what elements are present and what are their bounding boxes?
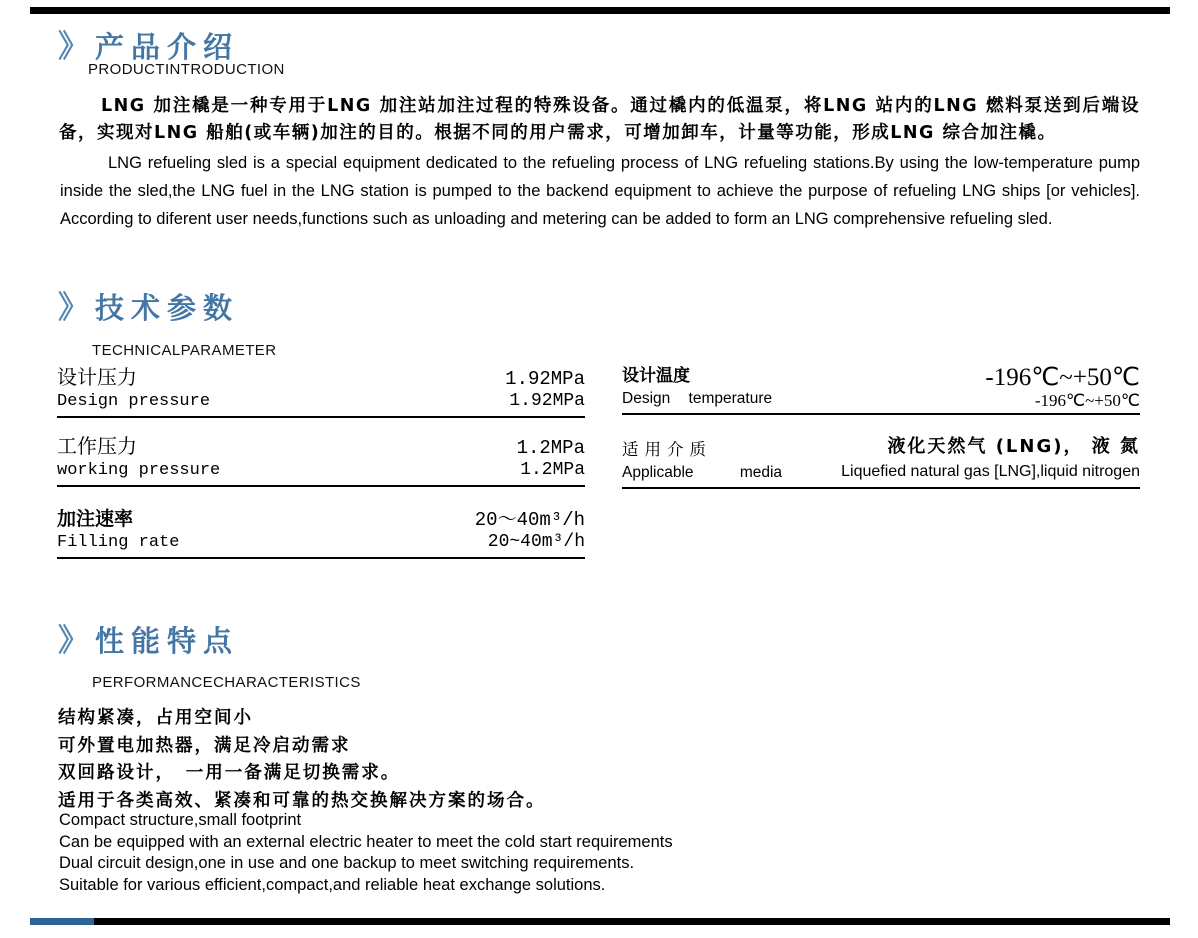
spec-label-cn: 适用介质 (622, 440, 712, 459)
spec-row-filling-rate (57, 504, 585, 559)
spec-label-en: Design temperature (622, 390, 773, 407)
feature-list-cn (58, 705, 1138, 815)
bottom-rule (94, 918, 1170, 925)
section-subtitle-en: TECHNICALPARAMETER (92, 342, 277, 359)
section-subtitle-en: PERFORMANCECHARACTERISTICS (92, 674, 361, 691)
top-rule (30, 7, 1170, 14)
spec-value-cn: 1.92MPa (505, 368, 585, 390)
feature-item-en: Dual circuit design,one in use and one backup to meet switching requirements. (59, 854, 635, 872)
section-subtitle-en: PRODUCTINTRODUCTION (88, 61, 285, 78)
bottom-rule-accent (30, 918, 94, 925)
section-title-cn: 技术参数 (95, 291, 240, 325)
section-marker-icon: 》 (58, 623, 89, 659)
spec-row-design-temperature (622, 364, 1140, 415)
spec-label-en: Filling rate (57, 533, 180, 552)
feature-list-en (59, 810, 1139, 896)
spec-label-cn: 设计温度 (622, 366, 690, 386)
intro-paragraph-en: LNG refueling sled is a special equipment dedicated to the refueling process of LNG refueling stations.By using the low-temperature pump inside the sled,the LNG fuel in the LNG station is pumped to the backend equipment to achieve the purpose of refueling LNG ships [or vehicles]. According to diferent user needs,functions such as unloading and metering can be added to form an LNG comprehensive refueling sled. (60, 154, 1140, 228)
spec-label-cn: 加注速率 (57, 508, 134, 530)
spec-row-design-pressure (57, 366, 585, 418)
section-header-product-introduction (58, 30, 239, 64)
feature-item-en: Can be equipped with an external electric heater to meet the cold start requirements (59, 832, 673, 851)
section-header-technical-parameter (58, 291, 239, 325)
spec-value-en: -196℃~+50℃ (1034, 391, 1140, 410)
spec-label-en: Design pressure (57, 392, 211, 411)
feature-item-en: Suitable for various efficient,compact,and reliable heat exchange solutions. (59, 875, 606, 894)
spec-value-en: Liquefied natural gas [LNG],liquid nitrogen (841, 463, 1140, 480)
section-header-performance-characteristics (58, 624, 239, 658)
section-marker-icon: 》 (58, 29, 89, 65)
spec-value-cn: 1.2MPa (516, 437, 585, 459)
feature-item-cn: 适用于各类高效、紧凑和可靠的热交换解决方案的场合。 (58, 790, 546, 811)
section-title-cn: 性能特点 (95, 624, 240, 658)
spec-value-en: 1.92MPa (509, 391, 585, 411)
feature-item-cn: 双回路设计， 一用一备满足切换需求。 (58, 763, 401, 783)
spec-value-cn: -196℃~+50℃ (985, 364, 1140, 391)
section-title-cn: 产品介绍 (95, 30, 240, 64)
spec-label-cn: 设计压力 (57, 367, 137, 389)
spec-value-cn: 液化天然气 (LNG)， 液 氮 (887, 436, 1140, 457)
intro-paragraph-cn: LNG 加注橇是一种专用于LNG 加注站加注过程的特殊设备。通过橇内的低温泵，将LNG 站内的LNG 燃料泵送到后端设备，实现对LNG 船舶(或车辆)加注的目的。根据不同的用户需求，可增加卸车，计量等功能，形成LNG 综合加注橇。 (59, 96, 1140, 143)
spec-value-en: 1.2MPa (520, 460, 585, 480)
spec-value-en: 20~40m³/h (487, 532, 585, 552)
spec-label-en: working pressure (57, 461, 221, 480)
section-marker-icon: 》 (58, 290, 89, 326)
spec-table-right (622, 364, 1140, 489)
spec-value-cn: 20～40m³/h (474, 509, 585, 531)
spec-table-left (57, 366, 585, 559)
spec-label-en: Applicable media (622, 464, 783, 481)
spec-row-working-pressure (57, 435, 585, 487)
spec-label-cn: 工作压力 (57, 436, 137, 458)
feature-item-cn: 可外置电加热器，满足冷启动需求 (58, 735, 351, 756)
feature-item-cn: 结构紧凑，占用空间小 (58, 708, 253, 728)
feature-item-en: Compact structure,small footprint (59, 811, 302, 829)
spec-row-applicable-media (622, 434, 1140, 489)
